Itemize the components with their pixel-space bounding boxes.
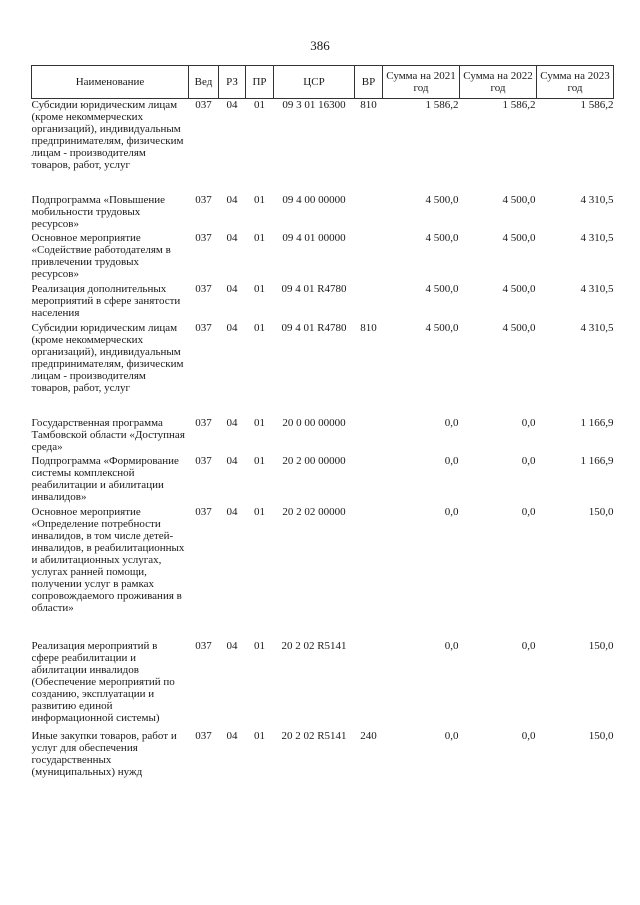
- row-name: Государственная программа Тамбовской области «Доступная среда»: [31, 417, 185, 453]
- row-sum-2021: 0,0: [444, 455, 459, 467]
- row-sum-2023: 4 310,5: [580, 232, 614, 244]
- row-vr: 240: [360, 730, 377, 742]
- row-sum-2023: 1 166,9: [580, 455, 614, 467]
- row-rz: 04: [226, 194, 238, 206]
- row-pr: 01: [254, 194, 265, 206]
- row-name: Подпрограмма «Повышение мобильности трудовых ресурсов»: [31, 194, 166, 230]
- row-sum-2022: 0,0: [521, 506, 536, 518]
- row-name: Субсидии юридическим лицам (кроме некоммерческих организаций), индивидуальным предпринимателям, физическим лицам - производителям товаров, работ, услуг: [31, 322, 184, 394]
- row-pr: 01: [254, 506, 265, 518]
- row-rz: 04: [226, 506, 238, 518]
- row-name: Основное мероприятие «Определение потребности инвалидов, в том числе детей-инвалидов, в реабилитационных и абилитационных услугах, услугах ранней помощи, получении услуг в рамках сопровождаемого проживания в области»: [31, 506, 185, 614]
- row-sum-2023: 1 166,9: [580, 417, 614, 429]
- row-pr: 01: [254, 232, 265, 244]
- row-sum-2021: 1 586,2: [425, 99, 459, 111]
- table-row: [32, 194, 614, 232]
- header-ved: Вед: [189, 66, 219, 99]
- row-sum-2021: 4 500,0: [425, 283, 459, 295]
- row-ved: 037: [195, 99, 212, 111]
- row-rz: 04: [226, 455, 238, 467]
- row-name: Основное мероприятие «Содействие работодателям в привлечении трудовых ресурсов»: [31, 232, 171, 280]
- row-csr: 20 2 02 R5141: [281, 640, 347, 652]
- table-row: [32, 322, 614, 417]
- header-sum-2021: Сумма на 2021 год: [383, 66, 460, 99]
- row-csr: 20 0 00 00000: [282, 417, 346, 429]
- header-sum-2022: Сумма на 2022 год: [460, 66, 537, 99]
- row-ved: 037: [195, 640, 212, 652]
- row-sum-2021: 4 500,0: [425, 322, 459, 334]
- row-vr: [355, 232, 383, 283]
- table-row: [32, 640, 614, 730]
- row-sum-2021: 4 500,0: [425, 232, 459, 244]
- row-sum-2022: 4 500,0: [502, 283, 536, 295]
- row-vr: [355, 640, 383, 730]
- row-sum-2022: 0,0: [521, 417, 536, 429]
- row-ved: 037: [195, 455, 212, 467]
- header-name: Наименование: [32, 66, 189, 99]
- row-sum-2023: 4 310,5: [580, 283, 614, 295]
- row-ved: 037: [195, 283, 212, 295]
- row-pr: 01: [254, 322, 265, 334]
- row-pr: 01: [254, 417, 265, 429]
- table-row: [32, 506, 614, 640]
- row-csr: 20 2 02 R5141: [281, 730, 347, 742]
- row-csr: 09 4 01 R4780: [281, 283, 347, 295]
- row-sum-2022: 1 586,2: [502, 99, 536, 111]
- row-ved: 037: [195, 417, 212, 429]
- row-sum-2022: 0,0: [521, 640, 536, 652]
- table-row: [32, 455, 614, 506]
- row-ved: 037: [195, 322, 212, 334]
- row-pr: 01: [254, 640, 265, 652]
- row-sum-2021: 0,0: [444, 640, 459, 652]
- row-rz: 04: [226, 232, 238, 244]
- row-vr: [355, 283, 383, 322]
- row-sum-2022: 4 500,0: [502, 232, 536, 244]
- row-vr: 810: [360, 322, 377, 334]
- row-sum-2023: 150,0: [588, 730, 614, 742]
- row-sum-2021: 4 500,0: [425, 194, 459, 206]
- row-rz: 04: [226, 417, 238, 429]
- row-vr: [355, 194, 383, 232]
- row-vr: 810: [360, 99, 377, 111]
- row-csr: 09 4 01 00000: [282, 232, 346, 244]
- row-name: Подпрограмма «Формирование системы комплексной реабилитации и абилитации инвалидов»: [31, 455, 179, 503]
- row-sum-2022: 4 500,0: [502, 322, 536, 334]
- row-name: Иные закупки товаров, работ и услуг для обеспечения государственных (муниципальных) нужд: [31, 730, 177, 778]
- row-name: Субсидии юридическим лицам (кроме некоммерческих организаций), индивидуальным предпринимателям, физическим лицам - производителям товаров, работ, услуг: [31, 99, 184, 171]
- row-sum-2023: 150,0: [588, 506, 614, 518]
- row-pr: 01: [254, 283, 265, 295]
- row-csr: 09 4 01 R4780: [281, 322, 347, 334]
- row-sum-2021: 0,0: [444, 417, 459, 429]
- table-row: [32, 99, 614, 195]
- row-rz: 04: [226, 730, 238, 742]
- row-vr: [355, 506, 383, 640]
- row-ved: 037: [195, 194, 212, 206]
- row-rz: 04: [226, 99, 238, 111]
- header-sum-2023: Сумма на 2023 год: [537, 66, 614, 99]
- row-csr: 09 3 01 16300: [282, 99, 346, 111]
- row-name: Реализация мероприятий в сфере реабилитации и абилитации инвалидов (Обеспечение мероприятий по созданию, эксплуатации и развитию единой информационной системы): [31, 640, 175, 724]
- row-sum-2023: 1 586,2: [580, 99, 614, 111]
- row-ved: 037: [195, 232, 212, 244]
- row-sum-2023: 4 310,5: [580, 322, 614, 334]
- row-sum-2021: 0,0: [444, 730, 459, 742]
- row-name: Реализация дополнительных мероприятий в сфере занятости населения: [31, 283, 181, 319]
- row-sum-2022: 0,0: [521, 455, 536, 467]
- row-sum-2023: 4 310,5: [580, 194, 614, 206]
- header-vr: ВР: [355, 66, 383, 99]
- row-rz: 04: [226, 640, 238, 652]
- header-pr: ПР: [246, 66, 274, 99]
- row-ved: 037: [195, 730, 212, 742]
- row-sum-2022: 0,0: [521, 730, 536, 742]
- row-sum-2023: 150,0: [588, 640, 614, 652]
- table-row: [32, 283, 614, 322]
- header-rz: РЗ: [219, 66, 246, 99]
- table-row: [32, 417, 614, 455]
- row-csr: 09 4 00 00000: [282, 194, 346, 206]
- row-csr: 20 2 00 00000: [282, 455, 346, 467]
- row-sum-2022: 4 500,0: [502, 194, 536, 206]
- table-header-row: [32, 66, 614, 99]
- row-pr: 01: [254, 99, 265, 111]
- row-pr: 01: [254, 730, 265, 742]
- row-rz: 04: [226, 283, 238, 295]
- row-csr: 20 2 02 00000: [282, 506, 346, 518]
- row-vr: [355, 417, 383, 455]
- row-vr: [355, 455, 383, 506]
- table-row: [32, 232, 614, 283]
- row-ved: 037: [195, 506, 212, 518]
- table-row: [32, 730, 614, 794]
- budget-table: [31, 65, 614, 794]
- header-csr: ЦСР: [274, 66, 355, 99]
- row-rz: 04: [226, 322, 238, 334]
- page-number: 386: [310, 38, 330, 53]
- row-pr: 01: [254, 455, 265, 467]
- row-sum-2021: 0,0: [444, 506, 459, 518]
